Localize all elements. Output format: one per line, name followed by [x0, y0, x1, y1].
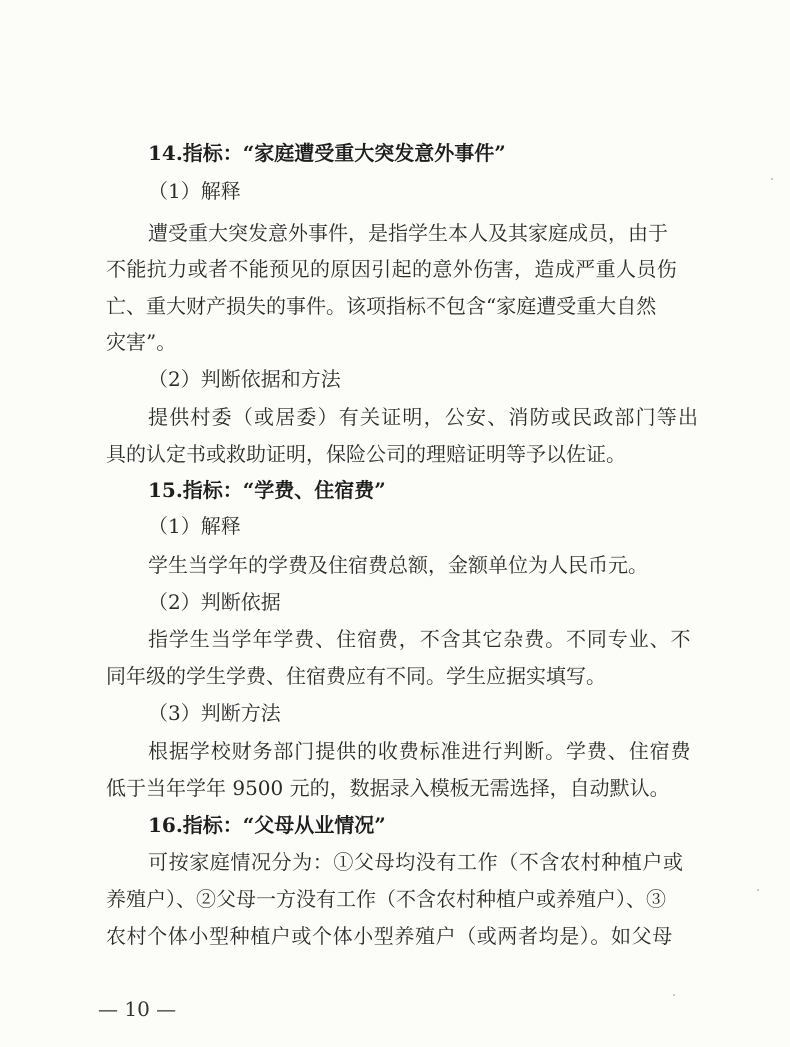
- section-14-para-2-line-1: 提供村委（或居委）有关证明，公安、消防或民政部门等出: [148, 405, 700, 429]
- section-15-para-2-line-1: 指学生当学年学费、住宿费，不含其它杂费。不同专业、不: [148, 627, 692, 651]
- section-15-subheading-1: （1）解释: [148, 514, 241, 538]
- section-15-heading: 15.指标：“学费、住宿费”: [148, 478, 386, 502]
- section-15-para-3-line-1: 根据学校财务部门提供的收费标准进行判断。学费、住宿费: [148, 739, 692, 763]
- section-15-para-1: 学生当学年的学费及住宿费总额，金额单位为人民币元。: [148, 553, 648, 577]
- section-14-para-1-line-2: 不能抗力或者不能预见的原因引起的意外伤害，造成严重人员伤: [106, 257, 678, 281]
- section-14-para-1-line-3: 亡、重大财产损失的事件。该项指标不包含“家庭遭受重大自然: [106, 294, 657, 318]
- section-16-para-1-line-2: 养殖户）、②父母一方没有工作（不含农村种植户或养殖户）、③: [106, 887, 666, 911]
- section-16-heading: 16.指标：“父母从业情况”: [148, 813, 386, 837]
- section-14-subheading-2: （2）判断依据和方法: [148, 367, 341, 391]
- section-16-para-1-line-1: 可按家庭情况分为：①父母均没有工作（不含农村种植户或: [148, 850, 684, 874]
- section-14-heading: 14.指标：“家庭遭受重大突发意外事件”: [148, 141, 506, 165]
- section-15-subheading-3: （3）判断方法: [148, 701, 281, 725]
- section-16-para-1-line-3: 农村个体小型种植户或个体小型养殖户（或两者均是）。如父母: [106, 924, 673, 948]
- section-14-para-2-line-2: 具的认定书或救助证明，保险公司的理赔证明等予以佐证。: [106, 442, 626, 466]
- scan-speck: [673, 994, 675, 996]
- section-15-para-2-line-2: 同年级的学生学费、住宿费应有不同。学生应据实填写。: [106, 664, 606, 688]
- section-14-para-1-line-4: 灾害”。: [106, 330, 177, 354]
- section-15-para-3-line-2: 低于当年学年 9500 元的，数据录入模板无需选择，自动默认。: [106, 776, 670, 800]
- section-15-subheading-2: （2）判断依据: [148, 590, 281, 614]
- section-14-para-1-line-1: 遭受重大突发意外事件，是指学生本人及其家庭成员，由于: [148, 221, 668, 245]
- section-14-subheading-1: （1）解释: [148, 179, 241, 203]
- scan-speck: [771, 178, 773, 180]
- page-number: — 10 —: [98, 997, 177, 1021]
- scan-speck: [757, 889, 759, 891]
